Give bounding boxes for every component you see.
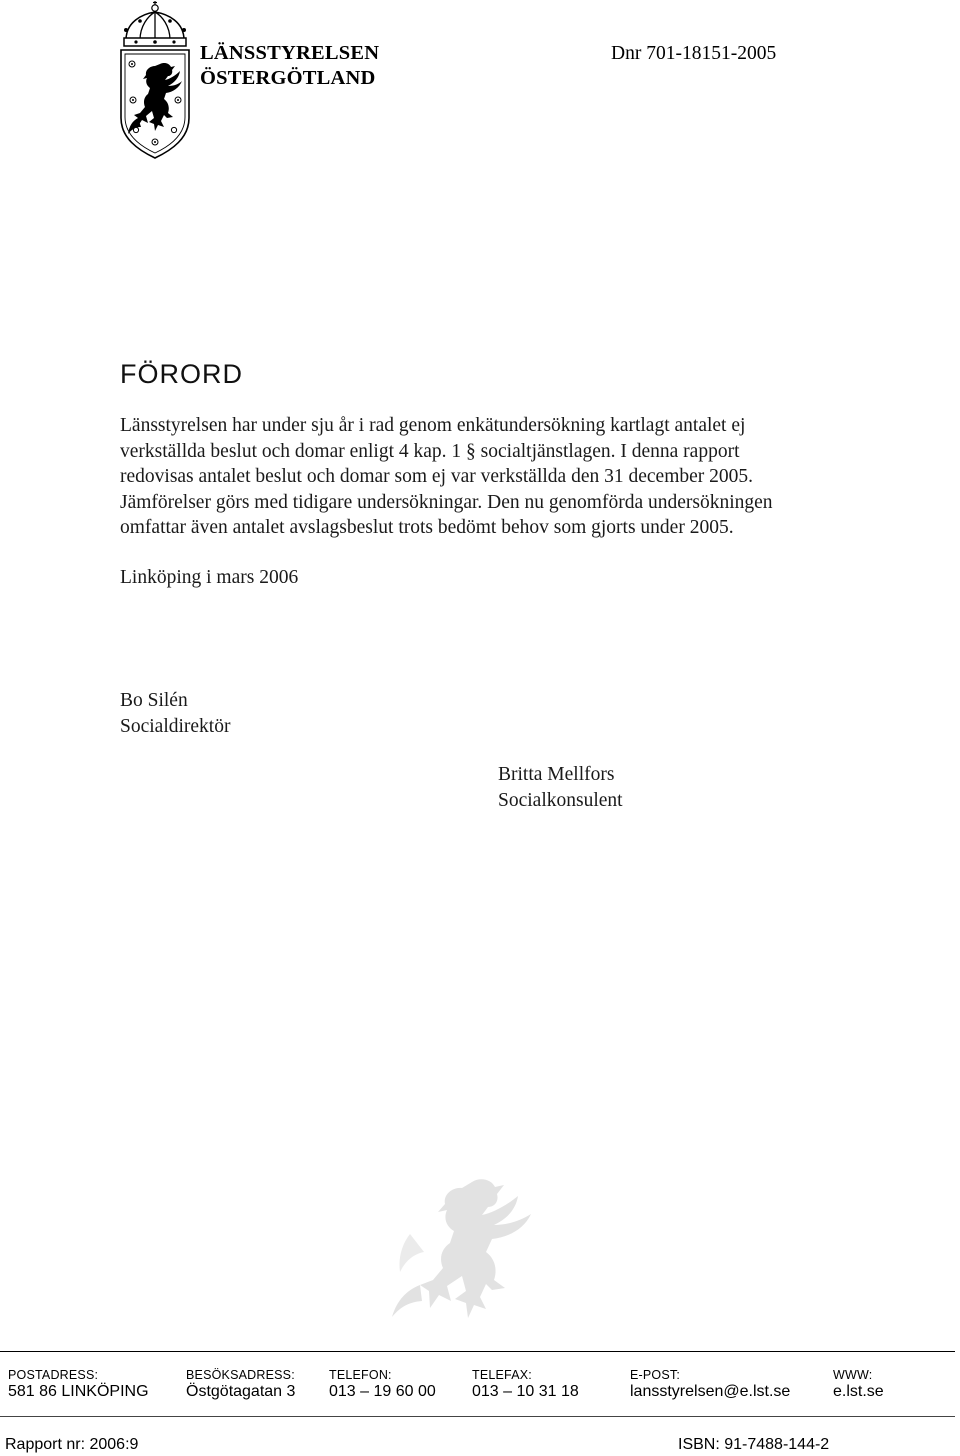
footer-value-phone: 013 – 19 60 00 [329,1383,436,1400]
footer-value-visit: Östgötagatan 3 [186,1383,296,1400]
foreword-paragraph [120,413,773,541]
organization-name-line1: LÄNSSTYRELSEN [200,42,380,64]
coat-of-arms-icon [116,0,194,162]
paragraph-line: Länsstyrelsen har under sju år i rad genom enkätundersökning kartlagt antalet ej [120,415,746,436]
paragraph-line: Jämförelser görs med tidigare undersökningar. Den nu genomförda undersökningen [120,491,773,513]
footer-value-postal: 581 86 LINKÖPING [8,1383,149,1400]
signatory-title: Socialkonsulent [498,789,623,811]
footer-value-web: e.lst.se [833,1383,884,1400]
report-number: Rapport nr: 2006:9 [5,1436,139,1453]
document-number: Dnr 701-18151-2005 [611,43,777,64]
footer-bottom-rule [0,1416,955,1417]
footer-value-fax: 013 – 10 31 18 [472,1383,579,1400]
page-title: FÖRORD [120,359,243,389]
signature-block-2 [498,762,623,813]
footer-label-postal: POSTADRESS: [8,1368,99,1382]
signature-block-1 [120,688,230,739]
paragraph-line: omfattar även antalet avslagsbeslut trots bedömt behov som gjorts under 2005. [120,517,734,538]
signatory-name: Britta Mellfors [498,764,615,785]
signatory-name: Bo Silén [120,690,188,711]
paragraph-line: redovisas antalet beslut och domar som ej var verkställda den 31 december 2005. [120,466,754,487]
footer-label-phone: TELEFON: [329,1368,392,1382]
footer-top-rule [0,1351,955,1352]
place-date: Linköping i mars 2006 [120,567,299,588]
footer-label-visit: BESÖKSADRESS: [186,1368,295,1382]
footer-label-email: E-POST: [630,1368,681,1382]
footer-label-fax: TELEFAX: [472,1368,532,1382]
isbn-number: ISBN: 91-7488-144-2 [678,1436,830,1453]
griffin-watermark-icon [380,1174,544,1328]
signatory-title: Socialdirektör [120,715,231,737]
footer-value-email: lansstyrelsen@e.lst.se [630,1383,791,1400]
footer-label-web: WWW: [833,1368,873,1382]
paragraph-line: verkställda beslut och domar enligt 4 kap. 1 § socialtjänstlagen. I denna rapport [120,440,740,462]
organization-name-line2: ÖSTERGÖTLAND [200,67,376,89]
